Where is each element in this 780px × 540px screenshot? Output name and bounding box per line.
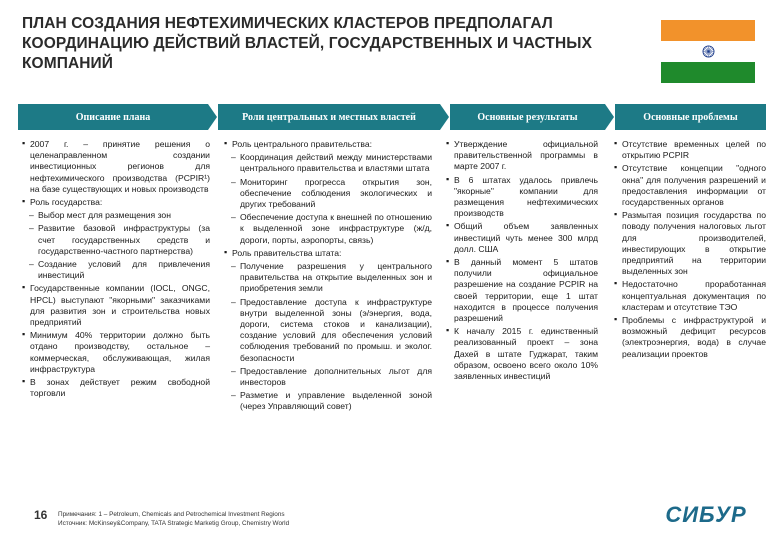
header-plan-description: Описание плана — [18, 104, 208, 130]
footnotes — [58, 510, 289, 528]
list-subitem: – Разметие и управление выделенной зоной (через Управляющий совет) — [224, 390, 432, 412]
list-item: ▪ Проблемы с инфраструктурой и возможный дефицит ресурсов (электроэнергия, вода) в случае реализации проектов — [614, 315, 766, 360]
list-item: ▪ Утверждение официальной правительственной программы в марте 2007 г. — [446, 139, 598, 173]
ashoka-chakra-icon — [702, 45, 715, 58]
list-item: ▪ Общий объем заявленных инвестиций чуть менее 300 млрд долл. США — [446, 221, 598, 255]
list-item: ▪ Минимум 40% территории должно быть отдано производству, остальное – коммерческая, обслуживающая, жилая инфраструктура — [22, 330, 210, 375]
page-title: ПЛАН СОЗДАНИЯ НЕФТЕХИМИЧЕСКИХ КЛАСТЕРОВ ПРЕДПОЛАГАЛ КООРДИНАЦИЮ ДЕЙСТВИЙ ВЛАСТЕЙ, ГОСУДАРСТВЕННЫХ И ЧАСТНЫХ КОМПАНИЙ — [22, 15, 593, 72]
list-item: ▪ К началу 2015 г. единственный реализованный проект – зона Дахей в штате Гуджарат, таким образом, освоено всего около 10% заявленных инвестиций — [446, 326, 598, 382]
list-item: ▪ В данный момент 5 штатов получили официальное разрешение на создание PCPIR на своей территории, еще 1 штат находится в процессе получения разрешений — [446, 257, 598, 324]
column-main-problems — [614, 139, 766, 362]
header-main-problems: Основные проблемы — [615, 104, 766, 130]
list-item: ▪ Государственные компании (IOCL, ONGC, HPCL) выступают "якорными" заказчиками для развития зон и строительства новых предприятий — [22, 283, 210, 328]
list-subitem: – Создание условий для привлечения инвестиций — [22, 259, 210, 281]
logo-text: СИБУР — [665, 503, 747, 525]
footnote-source: Источник: McKinsey&Company, TATA Strategic Marketig Group, Chemistry World — [58, 520, 290, 527]
sibur-logo — [653, 503, 759, 525]
list-item: ▪ Роль центрального правительства: — [224, 139, 432, 150]
list-subitem: – Мониторинг прогресса открытия зон, обеспечение соблюдения экологических и других требований — [224, 177, 432, 211]
list-subitem: – Координация действий между министерствами центрального правительства и властями штата — [224, 152, 432, 174]
footnote-note: Примечания: 1 – Petroleum, Chemicals and Petrochemical Investment Regions — [58, 511, 285, 518]
list-item: ▪ Отсутствие временных целей по открытию PCPIR — [614, 139, 766, 161]
column-main-results — [446, 139, 598, 384]
list-subitem: – Выбор мест для размещения зон — [22, 210, 210, 221]
list-item: ▪ Роль правительства штата: — [224, 248, 432, 259]
flag-saffron-band — [661, 20, 755, 41]
header-authorities-roles: Роли центральных и местных властей — [218, 104, 440, 130]
column-headers — [18, 104, 766, 130]
header-main-results: Основные результаты — [450, 104, 605, 130]
list-item: ▪ В зонах действует режим свободной торговли — [22, 377, 210, 399]
flag-white-band — [661, 41, 755, 62]
list-item: ▪ Роль государства: — [22, 197, 210, 208]
list-item: ▪ 2007 г. – принятие решения о целенаправленном создании инвестиционных регионов для нефтехимического производства (PCPIR¹) на базе существующих и новых производств — [22, 139, 210, 195]
column-plan-description — [22, 139, 210, 401]
column-authorities-roles — [224, 139, 432, 415]
list-subitem: – Предоставление дополнительных льгот для инвесторов — [224, 366, 432, 388]
page-number: 16 — [34, 508, 48, 522]
list-item: ▪ В 6 штатах удалось привлечь "якорные" компании для размещения нефтехимических производств — [446, 175, 598, 220]
list-subitem: – Получение разрешения у центрального правительства на открытие выделенных зон и приобретения земли — [224, 261, 432, 295]
list-item: ▪ Отсутствие концепции "одного окна" для получения разрешений и предоставления информации от государственных органов — [614, 163, 766, 208]
list-subitem: – Предоставление доступа к инфраструктуре внутри выделенной зоны (э/энергия, вода, дороги, система стоков и канализации), создание условий для обеспечения условий соблюдения требований по промыш. и эколог. безопасности — [224, 297, 432, 364]
flag-green-band — [661, 62, 755, 83]
list-subitem: – Развитие базовой инфраструктуры (за счет государственных средств и государственно-частного партнерства) — [22, 223, 210, 257]
list-item: ▪ Недостаточно проработанная концептуальная документация по кластерам и отсутствие ТЭО — [614, 279, 766, 313]
list-subitem: – Обеспечение доступа к внешней по отношению к выделенной зоне инфраструктуре (ж/д, дороги, порты, аэропорты, связь) — [224, 212, 432, 246]
list-item: ▪ Размытая позиция государства по поводу получения налоговых льгот для производителей, инвестирующих в открытие предприятий на территории выделенных зон — [614, 210, 766, 277]
india-flag-icon — [661, 20, 755, 83]
